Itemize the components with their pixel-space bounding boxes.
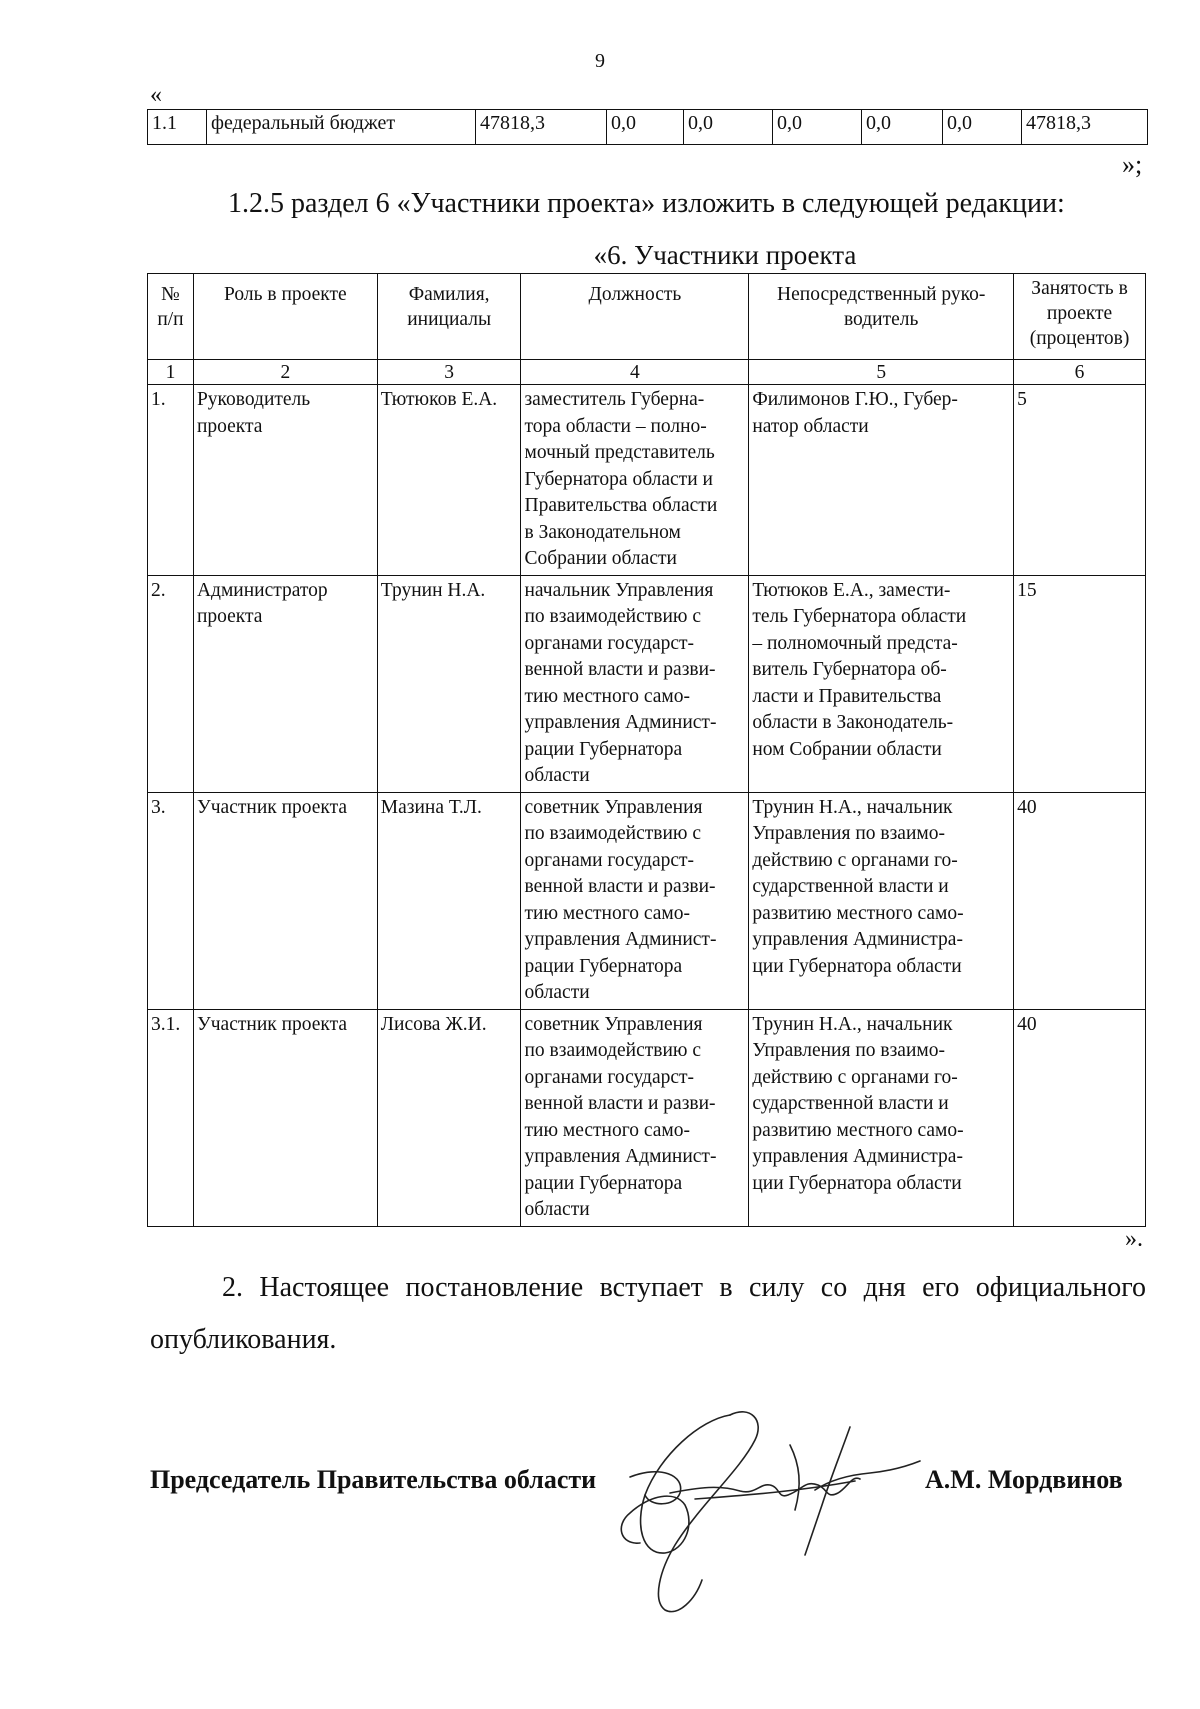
- column-number: 4: [521, 360, 749, 385]
- supervisor-cell: [749, 575, 1014, 792]
- role-cell-line: Руководитель: [196, 389, 311, 410]
- position-cell-line: области: [524, 1199, 590, 1220]
- header-cell: Непосредственный руко- водитель: [749, 274, 1014, 360]
- column-number: 6: [1014, 360, 1146, 385]
- budget-value: 47818,3: [1022, 110, 1148, 145]
- position-cell-line: мочный представитель: [524, 442, 715, 463]
- position-cell-line: по взаимодействию с: [524, 606, 702, 627]
- supervisor-cell-line: области в Законодатель-: [752, 712, 954, 733]
- position-cell-line: венной власти и разви-: [524, 1093, 716, 1114]
- column-number: 1: [148, 360, 194, 385]
- column-number: 2: [193, 360, 377, 385]
- closing-quote-period: ».: [1125, 1226, 1143, 1252]
- handwritten-signature: [590, 1395, 930, 1640]
- supervisor-cell-line: управления Администра-: [752, 1146, 963, 1167]
- position-cell-line: области: [524, 765, 590, 786]
- supervisor-cell-line: сударственной власти и: [752, 876, 949, 897]
- role-cell-line: Участник проекта: [196, 1013, 348, 1035]
- participants-table: [147, 273, 1146, 1227]
- position-cell-line: управления Админист-: [524, 929, 717, 950]
- position-cell-line: в Законодательном: [524, 521, 681, 543]
- position-cell-line: тию местного само-: [524, 902, 690, 924]
- position-cell-line: области: [524, 982, 590, 1003]
- participant-row: [148, 1009, 1146, 1226]
- position-cell-line: рации Губернатора: [524, 1172, 683, 1194]
- supervisor-cell-line: тель Губернатора области: [752, 606, 967, 627]
- role-cell: [193, 792, 377, 1009]
- role-cell: [193, 385, 377, 576]
- position-cell-line: управления Админист-: [524, 1146, 717, 1167]
- supervisor-cell-line: управления Администра-: [752, 929, 963, 950]
- position-cell: [521, 1009, 749, 1226]
- employment-cell: 15: [1014, 575, 1146, 792]
- name-cell: Тютюков Е.А.: [377, 385, 521, 576]
- header-cell: Должность: [521, 274, 749, 360]
- position-cell-line: тию местного само-: [524, 1119, 690, 1141]
- supervisor-cell-line: – полномочный предста-: [752, 632, 958, 654]
- supervisor-cell-line: витель Губернатора об-: [752, 659, 947, 680]
- position-cell-line: венной власти и разви-: [524, 659, 716, 680]
- role-cell-line: проекта: [196, 415, 263, 437]
- position-cell: [521, 792, 749, 1009]
- position-cell-line: начальник Управления: [524, 579, 714, 601]
- paragraph-2-line-2: опубликования.: [150, 1324, 337, 1355]
- signer-title: Председатель Правительства области: [150, 1465, 597, 1494]
- budget-row: [148, 110, 1148, 145]
- position-cell-line: управления Админист-: [524, 712, 717, 733]
- closing-quote-semicolon: »;: [1122, 150, 1143, 179]
- position-cell-line: тора области – полно-: [524, 415, 707, 437]
- paragraph-2-line-1: 2. Настоящее постановление вступает в силу со дня его официального: [222, 1272, 1146, 1303]
- position-cell-line: Собрании области: [524, 548, 677, 569]
- budget-value: 47818,3: [476, 110, 607, 145]
- position-cell-line: Губернатора области и: [524, 468, 713, 490]
- supervisor-cell-line: действию с органами го-: [752, 1066, 958, 1088]
- supervisor-cell-line: Управления по взаимо-: [752, 823, 945, 844]
- supervisor-cell-line: Трунин Н.А., начальник: [752, 1013, 953, 1035]
- supervisor-cell-line: Тютюков Е.А., замести-: [752, 579, 951, 601]
- supervisor-cell-line: ном Собрании области: [752, 738, 942, 760]
- supervisor-cell: [749, 792, 1014, 1009]
- role-cell: [193, 575, 377, 792]
- participant-row: [148, 385, 1146, 576]
- supervisor-cell-line: сударственной власти и: [752, 1093, 949, 1114]
- position-cell-line: рации Губернатора: [524, 738, 683, 760]
- role-cell-line: Администратор: [196, 579, 328, 601]
- employment-cell: 5: [1014, 385, 1146, 576]
- column-number-row: [148, 360, 1146, 385]
- row-number: 1.: [148, 385, 194, 576]
- budget-value: 0,0: [943, 110, 1022, 145]
- name-cell: Лисова Ж.И.: [377, 1009, 521, 1226]
- supervisor-cell-line: развитию местного само-: [752, 1119, 964, 1141]
- supervisor-cell-line: развитию местного само-: [752, 902, 964, 924]
- header-cell: Занятость в проекте (процентов): [1014, 274, 1146, 360]
- section-title: «6. Участники проекта: [593, 240, 857, 270]
- position-cell-line: по взаимодействию с: [524, 823, 702, 844]
- position-cell-line: тию местного само-: [524, 685, 690, 707]
- budget-value: 0,0: [862, 110, 943, 145]
- budget-value: 0,0: [773, 110, 862, 145]
- header-cell: Роль в проекте: [193, 274, 377, 360]
- position-cell-line: органами государст-: [524, 1066, 695, 1088]
- supervisor-cell-line: Трунин Н.А., начальник: [752, 796, 953, 818]
- role-cell-line: проекта: [196, 606, 263, 627]
- supervisor-cell-line: ции Губернатора области: [752, 955, 962, 977]
- header-cell: Фамилия, инициалы: [377, 274, 521, 360]
- role-cell-line: Участник проекта: [196, 796, 348, 818]
- supervisor-cell: [749, 1009, 1014, 1226]
- name-cell: Мазина Т.Л.: [377, 792, 521, 1009]
- supervisor-cell-line: Филимонов Г.Ю., Губер-: [752, 389, 958, 410]
- row-number: 2.: [148, 575, 194, 792]
- position-cell-line: Правительства области: [524, 495, 718, 516]
- signer-name: А.М. Мордвинов: [925, 1465, 1123, 1494]
- column-number: 3: [377, 360, 521, 385]
- header-row: [148, 274, 1146, 360]
- supervisor-cell: [749, 385, 1014, 576]
- supervisor-cell-line: действию с органами го-: [752, 849, 958, 871]
- opening-quote: «: [150, 82, 162, 108]
- budget-row-number: 1.1: [148, 110, 207, 145]
- budget-value: 0,0: [684, 110, 773, 145]
- position-cell-line: советник Управления: [524, 1013, 703, 1035]
- supervisor-cell-line: натор области: [752, 415, 869, 437]
- position-cell-line: рации Губернатора: [524, 955, 683, 977]
- participant-row: [148, 575, 1146, 792]
- position-cell: [521, 385, 749, 576]
- employment-cell: 40: [1014, 1009, 1146, 1226]
- row-number: 3.: [148, 792, 194, 1009]
- row-number: 3.1.: [148, 1009, 194, 1226]
- position-cell-line: органами государст-: [524, 632, 695, 654]
- supervisor-cell-line: ласти и Правительства: [752, 685, 942, 707]
- position-cell-line: органами государст-: [524, 849, 695, 871]
- position-cell-line: заместитель Губерна-: [524, 389, 705, 410]
- amendment-text: 1.2.5 раздел 6 «Участники проекта» изложить в следующей редакции:: [228, 188, 1065, 219]
- supervisor-cell-line: Управления по взаимо-: [752, 1040, 945, 1061]
- column-number: 5: [749, 360, 1014, 385]
- position-cell: [521, 575, 749, 792]
- supervisor-cell-line: ции Губернатора области: [752, 1172, 962, 1194]
- budget-table: [147, 109, 1148, 145]
- position-cell-line: советник Управления: [524, 796, 703, 818]
- role-cell: [193, 1009, 377, 1226]
- header-cell: № п/п: [148, 274, 194, 360]
- budget-value: 0,0: [607, 110, 684, 145]
- employment-cell: 40: [1014, 792, 1146, 1009]
- page-number: 9: [595, 50, 605, 72]
- position-cell-line: по взаимодействию с: [524, 1040, 702, 1061]
- name-cell: Трунин Н.А.: [377, 575, 521, 792]
- participant-row: [148, 792, 1146, 1009]
- budget-row-source: федеральный бюджет: [207, 110, 476, 145]
- position-cell-line: венной власти и разви-: [524, 876, 716, 897]
